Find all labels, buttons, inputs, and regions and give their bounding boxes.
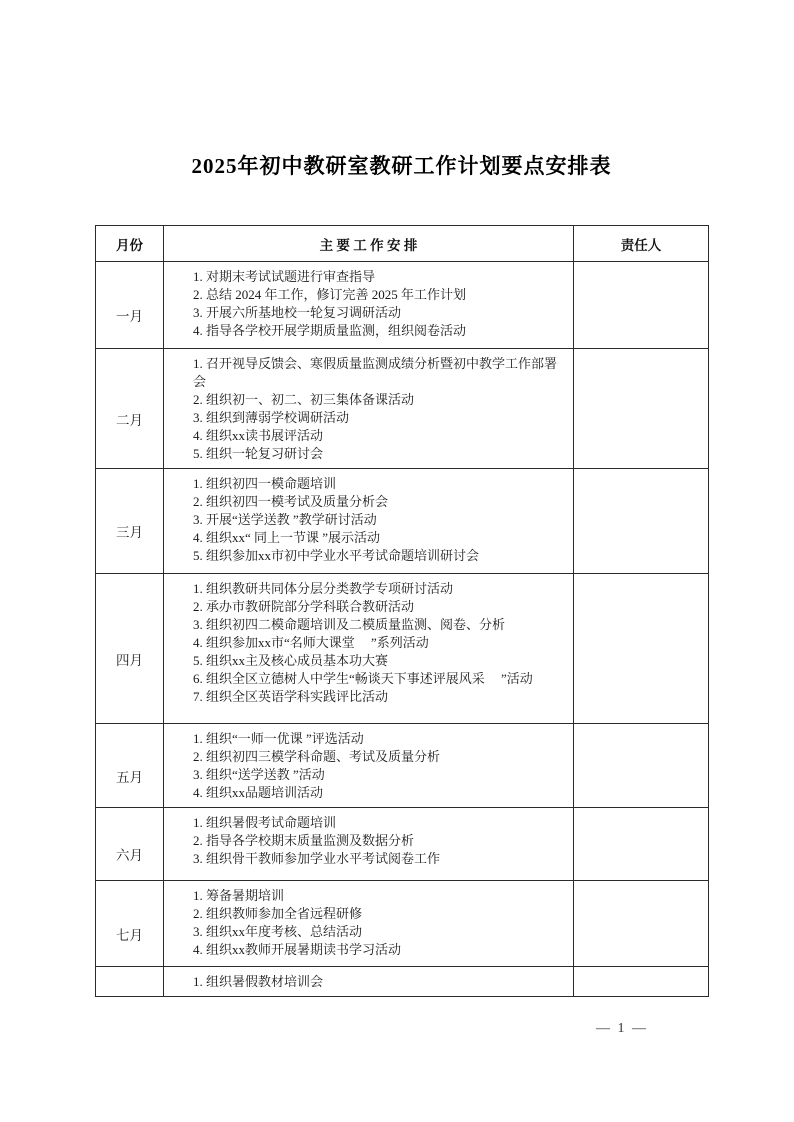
- responsible-cell: [574, 881, 709, 967]
- responsible-cell: [574, 967, 709, 997]
- work-item: 1. 组织“一师一优课 ”评选活动: [193, 731, 364, 746]
- work-item: 2. 承办市教研院部分学科联合教研活动: [193, 599, 415, 614]
- work-item: 1. 组织暑假教材培训会: [193, 974, 324, 989]
- responsible-cell: [574, 469, 709, 574]
- work-item: 1. 对期末考试试题进行审查指导: [193, 269, 376, 284]
- month-cell: 七月: [96, 881, 164, 967]
- work-item: 5. 组织参加xx市初中学业水平考试命题培训研讨会: [193, 548, 480, 563]
- responsible-cell: [574, 262, 709, 349]
- month-cell: [96, 967, 164, 997]
- month-cell: 六月: [96, 808, 164, 881]
- table-row: [96, 881, 709, 967]
- table-header-row: [96, 226, 709, 262]
- work-item: 4. 指导各学校开展学期质量监测，组织阅卷活动: [193, 323, 467, 338]
- work-item: 5. 组织xx主及核心成员基本功大赛: [193, 653, 389, 668]
- month-cell: 五月: [96, 724, 164, 808]
- column-header-responsible: 责任人: [574, 226, 709, 262]
- work-item: 2. 组织教师参加全省远程研修: [193, 906, 363, 921]
- responsible-cell: [574, 808, 709, 881]
- responsible-cell: [574, 724, 709, 808]
- table-row: [96, 349, 709, 469]
- work-items-cell: [164, 881, 574, 967]
- table-row: [96, 469, 709, 574]
- month-cell: 三月: [96, 469, 164, 574]
- work-item: 2. 指导各学校期末质量监测及数据分析: [193, 833, 415, 848]
- table-row: [96, 808, 709, 881]
- work-item: 4. 组织xx教师开展暑期读书学习活动: [193, 942, 402, 957]
- page-number: — 1 —: [596, 1021, 648, 1036]
- column-header-work: 主 要 工 作 安 排: [164, 226, 574, 262]
- work-item: 3. 组织骨干教师参加学业水平考试阅卷工作: [193, 851, 441, 866]
- responsible-cell: [574, 349, 709, 469]
- work-item: 6. 组织全区立德树人中学生“畅谈天下事述评展风采 ”活动: [193, 671, 533, 686]
- table-body: [96, 262, 709, 997]
- table-row: [96, 262, 709, 349]
- work-items-cell: [164, 967, 574, 997]
- work-item: 4. 组织xx“ 同上一节课 ”展示活动: [193, 530, 381, 545]
- work-items-cell: [164, 724, 574, 808]
- work-item: 7. 组织全区英语学科实践评比活动: [193, 689, 389, 704]
- work-items-cell: [164, 574, 574, 724]
- work-items-cell: [164, 349, 574, 469]
- work-items-cell: [164, 262, 574, 349]
- work-item: 4. 组织xx品题培训活动: [193, 785, 324, 800]
- work-item: 4. 组织参加xx市“名师大课堂 ”系列活动: [193, 635, 429, 650]
- work-item: 2. 总结 2024 年工作，修订完善 2025 年工作计划: [193, 287, 467, 302]
- work-item: 3. 组织xx年度考核、总结活动: [193, 924, 363, 939]
- work-items-cell: [164, 469, 574, 574]
- month-cell: 一月: [96, 262, 164, 349]
- work-items-cell: [164, 808, 574, 881]
- work-item: 1. 召开视导反馈会、寒假质量监测成绩分析暨初中教学工作部署会: [193, 356, 558, 389]
- work-item: 5. 组织一轮复习研讨会: [193, 446, 324, 461]
- work-plan-table: [95, 225, 709, 997]
- month-cell: 四月: [96, 574, 164, 724]
- table-row: [96, 574, 709, 724]
- column-header-month: 月份: [96, 226, 164, 262]
- table-row: [96, 967, 709, 997]
- work-item: 3. 开展“送学送教 ”教学研讨活动: [193, 512, 377, 527]
- work-item: 3. 组织初四二模命题培训及二模质量监测、阅卷、分析: [193, 617, 506, 632]
- page-title: 2025年初中教研室教研工作计划要点安排表: [191, 154, 612, 178]
- work-item: 2. 组织初一、初二、初三集体备课活动: [193, 392, 415, 407]
- work-item: 1. 组织初四一模命题培训: [193, 476, 337, 491]
- responsible-cell: [574, 574, 709, 724]
- work-item: 1. 组织教研共同体分层分类教学专项研讨活动: [193, 581, 454, 596]
- work-item: 3. 组织到薄弱学校调研活动: [193, 410, 350, 425]
- month-cell: 二月: [96, 349, 164, 469]
- table-row: [96, 724, 709, 808]
- work-item: 4. 组织xx读书展评活动: [193, 428, 324, 443]
- work-item: 1. 筹备暑期培训: [193, 888, 285, 903]
- work-item: 3. 开展六所基地校一轮复习调研活动: [193, 305, 402, 320]
- work-item: 1. 组织暑假考试命题培训: [193, 815, 337, 830]
- work-item: 2. 组织初四三模学科命题、考试及质量分析: [193, 749, 441, 764]
- work-item: 2. 组织初四一模考试及质量分析会: [193, 494, 389, 509]
- work-item: 3. 组织“送学送教 ”活动: [193, 767, 325, 782]
